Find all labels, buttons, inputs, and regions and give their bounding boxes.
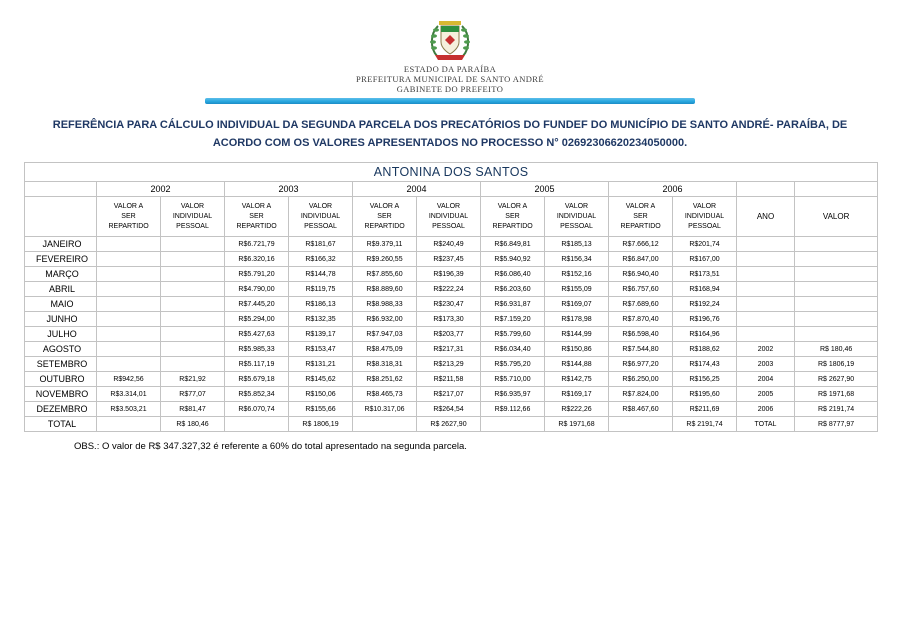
value-cell: R$5.799,60 [481, 327, 545, 342]
observation-note: OBS.: O valor de R$ 347.327,32 é referente a 60% do total apresentado na segunda parcela. [74, 441, 467, 453]
table-row [25, 342, 878, 357]
value-cell: R$178,98 [545, 312, 609, 327]
value-cell: R$150,86 [545, 342, 609, 357]
value-cell: 2002 [737, 342, 795, 357]
value-cell [737, 282, 795, 297]
value-cell: R$169,17 [545, 387, 609, 402]
value-cell: R$7.870,40 [609, 312, 673, 327]
value-cell: R$166,32 [289, 252, 353, 267]
value-cell: R$152,16 [545, 267, 609, 282]
value-cell: R$10.317,06 [353, 402, 417, 417]
value-cell: R$6.849,81 [481, 237, 545, 252]
sub-header-label: VALOR A SER REPARTIDO [236, 202, 277, 231]
value-cell: R$ 2191,74 [795, 402, 878, 417]
valor-spacer-cell [795, 182, 878, 197]
value-cell [737, 297, 795, 312]
value-cell: R$211,69 [673, 402, 737, 417]
value-cell: R$6.847,00 [609, 252, 673, 267]
value-cell: R$217,31 [417, 342, 481, 357]
value-cell: R$6.932,00 [353, 312, 417, 327]
value-cell [161, 297, 225, 312]
value-cell [97, 252, 161, 267]
value-cell: R$174,43 [673, 357, 737, 372]
value-cell [225, 417, 289, 432]
value-cell: 2005 [737, 387, 795, 402]
month-label: JULHO [25, 327, 97, 342]
value-cell: R$222,26 [545, 402, 609, 417]
sub-header-label: VALOR INDIVIDUAL PESSOAL [684, 202, 725, 231]
value-cell: R$6.070,74 [225, 402, 289, 417]
sub-header-label: VALOR INDIVIDUAL PESSOAL [172, 202, 213, 231]
month-label: OUTUBRO [25, 372, 97, 387]
table-row [25, 297, 878, 312]
value-cell: R$264,54 [417, 402, 481, 417]
value-cell: R$213,29 [417, 357, 481, 372]
month-label: NOVEMBRO [25, 387, 97, 402]
value-cell: R$195,60 [673, 387, 737, 402]
person-name-header: ANTONINA DOS SANTOS [25, 163, 878, 182]
value-cell: 2003 [737, 357, 795, 372]
value-cell: R$156,34 [545, 252, 609, 267]
value-cell: R$203,77 [417, 327, 481, 342]
ano-spacer-cell [737, 182, 795, 197]
value-cell [737, 267, 795, 282]
individual-header [161, 197, 225, 237]
value-cell: R$7.855,60 [353, 267, 417, 282]
document-title: REFERÊNCIA PARA CÁLCULO INDIVIDUAL DA SEGUNDA PARCELA DOS PRECATÓRIOS DO FUNDEF DO MUNICÍPIO DE SANTO ANDRÉ- PARAÍBA, DE ACORDO COM OS VALORES APRESENTADOS NO PROCESSO N° 02692306620234050000. [52, 119, 848, 149]
value-cell: R$ 1806,19 [289, 417, 353, 432]
month-label: ABRIL [25, 282, 97, 297]
value-cell: R$156,25 [673, 372, 737, 387]
individual-header [417, 197, 481, 237]
value-cell [481, 417, 545, 432]
value-cell: R$5.852,34 [225, 387, 289, 402]
value-cell: R$6.203,60 [481, 282, 545, 297]
value-cell: R$7.689,60 [609, 297, 673, 312]
value-cell: R$6.931,87 [481, 297, 545, 312]
value-cell [795, 267, 878, 282]
value-cell: R$196,39 [417, 267, 481, 282]
individual-header [673, 197, 737, 237]
value-cell: R$5.294,00 [225, 312, 289, 327]
repartido-header [609, 197, 673, 237]
value-cell: R$942,56 [97, 372, 161, 387]
value-cell: R$8.318,31 [353, 357, 417, 372]
value-cell [97, 417, 161, 432]
value-cell: R$5.117,19 [225, 357, 289, 372]
value-cell: R$ 1806,19 [795, 357, 878, 372]
value-cell: R$144,88 [545, 357, 609, 372]
value-cell: R$7.947,03 [353, 327, 417, 342]
value-cell: R$188,62 [673, 342, 737, 357]
value-cell: 2004 [737, 372, 795, 387]
sub-header-label: VALOR INDIVIDUAL PESSOAL [300, 202, 341, 231]
value-cell [97, 297, 161, 312]
value-cell: R$139,17 [289, 327, 353, 342]
value-cell [737, 312, 795, 327]
ano-header: ANO [737, 197, 795, 237]
repartido-header [97, 197, 161, 237]
value-cell: R$3.314,01 [97, 387, 161, 402]
value-cell [161, 252, 225, 267]
value-cell [795, 327, 878, 342]
year-header-2006: 2006 [609, 182, 737, 197]
month-label: FEVEREIRO [25, 252, 97, 267]
value-cell [353, 417, 417, 432]
value-cell: R$ 2627,90 [795, 372, 878, 387]
table-row [25, 267, 878, 282]
month-label: JUNHO [25, 312, 97, 327]
sub-header-label: VALOR A SER REPARTIDO [364, 202, 405, 231]
value-cell: R$185,13 [545, 237, 609, 252]
value-cell: R$8.465,73 [353, 387, 417, 402]
value-cell: R$21,92 [161, 372, 225, 387]
corner-cell [25, 197, 97, 237]
value-cell: R$3.503,21 [97, 402, 161, 417]
value-cell [161, 312, 225, 327]
value-cell: 2006 [737, 402, 795, 417]
sub-header-label: VALOR A SER REPARTIDO [108, 202, 149, 231]
table-body [25, 237, 878, 432]
value-cell: R$5.985,33 [225, 342, 289, 357]
table-row [25, 252, 878, 267]
month-label: MARÇO [25, 267, 97, 282]
value-cell [795, 282, 878, 297]
value-cell: R$131,21 [289, 357, 353, 372]
month-label: DEZEMBRO [25, 402, 97, 417]
table-row [25, 402, 878, 417]
value-cell: R$237,45 [417, 252, 481, 267]
month-label: AGOSTO [25, 342, 97, 357]
value-cell: R$4.790,00 [225, 282, 289, 297]
value-cell: R$222,24 [417, 282, 481, 297]
value-cell: R$9.379,11 [353, 237, 417, 252]
letterhead-municipality: PREFEITURA MUNICIPAL DE SANTO ANDRÉ [356, 73, 544, 84]
table-row [25, 357, 878, 372]
value-cell: R$5.940,92 [481, 252, 545, 267]
value-cell [609, 417, 673, 432]
value-cell [161, 237, 225, 252]
value-cell: R$77,07 [161, 387, 225, 402]
value-cell: R$6.757,60 [609, 282, 673, 297]
letterhead [0, 0, 900, 104]
value-cell: R$173,51 [673, 267, 737, 282]
year-header-2003: 2003 [225, 182, 353, 197]
value-cell [795, 237, 878, 252]
valor-header: VALOR [795, 197, 878, 237]
value-cell: R$211,58 [417, 372, 481, 387]
corner-cell [25, 182, 97, 197]
value-cell: R$6.250,00 [609, 372, 673, 387]
value-cell: R$6.034,40 [481, 342, 545, 357]
repartido-header [481, 197, 545, 237]
value-cell: R$8.467,60 [609, 402, 673, 417]
value-cell: R$144,99 [545, 327, 609, 342]
table-row [25, 327, 878, 342]
value-cell: R$ 8777,97 [795, 417, 878, 432]
value-cell: R$ 2627,90 [417, 417, 481, 432]
value-cell: R$7.159,20 [481, 312, 545, 327]
letterhead-divider [205, 98, 695, 104]
value-cell: R$6.320,16 [225, 252, 289, 267]
value-cell [795, 252, 878, 267]
value-cell: R$5.710,00 [481, 372, 545, 387]
value-cell: R$169,07 [545, 297, 609, 312]
value-cell: R$132,35 [289, 312, 353, 327]
table-row [25, 312, 878, 327]
month-label: MAIO [25, 297, 97, 312]
table-row [25, 282, 878, 297]
value-cell: R$ 180,46 [795, 342, 878, 357]
value-cell: TOTAL [737, 417, 795, 432]
letterhead-state: ESTADO DA PARAÍBA [403, 64, 497, 74]
value-cell: R$6.977,20 [609, 357, 673, 372]
individual-header [289, 197, 353, 237]
value-cell: R$196,76 [673, 312, 737, 327]
value-cell [737, 327, 795, 342]
value-cell [97, 327, 161, 342]
value-cell: R$164,96 [673, 327, 737, 342]
table-row [25, 372, 878, 387]
value-cell: R$5.795,20 [481, 357, 545, 372]
repartido-header [225, 197, 289, 237]
coat-of-arms-icon [427, 20, 473, 62]
value-cell: R$173,30 [417, 312, 481, 327]
value-cell: R$192,24 [673, 297, 737, 312]
year-header-2005: 2005 [481, 182, 609, 197]
value-cell: R$8.475,09 [353, 342, 417, 357]
value-cell: R$7.544,80 [609, 342, 673, 357]
value-cell [97, 237, 161, 252]
value-cell: R$9.112,66 [481, 402, 545, 417]
year-header-2002: 2002 [97, 182, 225, 197]
value-cell: R$217,07 [417, 387, 481, 402]
value-cell: R$7.445,20 [225, 297, 289, 312]
month-label: TOTAL [25, 417, 97, 432]
table-row [25, 387, 878, 402]
value-cell: R$ 1971,68 [795, 387, 878, 402]
value-cell: R$7.666,12 [609, 237, 673, 252]
value-cell: R$155,09 [545, 282, 609, 297]
value-cell: R$8.889,60 [353, 282, 417, 297]
value-cell [737, 252, 795, 267]
sub-header-label: VALOR A SER REPARTIDO [492, 202, 533, 231]
value-cell: R$5.679,18 [225, 372, 289, 387]
repartido-header [353, 197, 417, 237]
value-cell [161, 327, 225, 342]
value-cell: R$ 180,46 [161, 417, 225, 432]
value-cell: R$6.940,40 [609, 267, 673, 282]
value-cell: R$6.721,79 [225, 237, 289, 252]
value-cell [161, 282, 225, 297]
sub-header-label: VALOR INDIVIDUAL PESSOAL [556, 202, 597, 231]
value-cell [795, 297, 878, 312]
precatorios-table [24, 162, 878, 432]
value-cell: R$201,74 [673, 237, 737, 252]
total-row [25, 417, 878, 432]
month-label: JANEIRO [25, 237, 97, 252]
value-cell [97, 267, 161, 282]
value-cell: R$9.260,55 [353, 252, 417, 267]
sub-header-label: VALOR A SER REPARTIDO [620, 202, 661, 231]
value-cell: R$186,13 [289, 297, 353, 312]
value-cell [97, 342, 161, 357]
value-cell: R$230,47 [417, 297, 481, 312]
value-cell: R$5.427,63 [225, 327, 289, 342]
value-cell: R$144,78 [289, 267, 353, 282]
value-cell: R$6.086,40 [481, 267, 545, 282]
value-cell: R$240,49 [417, 237, 481, 252]
value-cell: R$150,06 [289, 387, 353, 402]
value-cell [97, 312, 161, 327]
value-cell: R$ 2191,74 [673, 417, 737, 432]
value-cell [161, 357, 225, 372]
value-cell: R$6.598,40 [609, 327, 673, 342]
value-cell: R$155,66 [289, 402, 353, 417]
value-cell [97, 357, 161, 372]
value-cell: R$ 1971,68 [545, 417, 609, 432]
value-cell: R$142,75 [545, 372, 609, 387]
value-cell: R$8.988,33 [353, 297, 417, 312]
year-header-2004: 2004 [353, 182, 481, 197]
table-row [25, 237, 878, 252]
value-cell: R$7.824,00 [609, 387, 673, 402]
value-cell [795, 312, 878, 327]
value-cell [161, 267, 225, 282]
value-cell [161, 342, 225, 357]
value-cell: R$168,94 [673, 282, 737, 297]
value-cell: R$145,62 [289, 372, 353, 387]
value-cell [737, 237, 795, 252]
letterhead-office: GABINETE DO PREFEITO [396, 83, 504, 94]
value-cell: R$167,00 [673, 252, 737, 267]
value-cell [97, 282, 161, 297]
sub-header-label: VALOR INDIVIDUAL PESSOAL [428, 202, 469, 231]
value-cell: R$119,75 [289, 282, 353, 297]
value-cell: R$181,67 [289, 237, 353, 252]
individual-header [545, 197, 609, 237]
value-cell: R$81,47 [161, 402, 225, 417]
value-cell: R$6.935,97 [481, 387, 545, 402]
value-cell: R$153,47 [289, 342, 353, 357]
month-label: SETEMBRO [25, 357, 97, 372]
value-cell: R$8.251,62 [353, 372, 417, 387]
value-cell: R$5.791,20 [225, 267, 289, 282]
table-head [25, 163, 878, 237]
